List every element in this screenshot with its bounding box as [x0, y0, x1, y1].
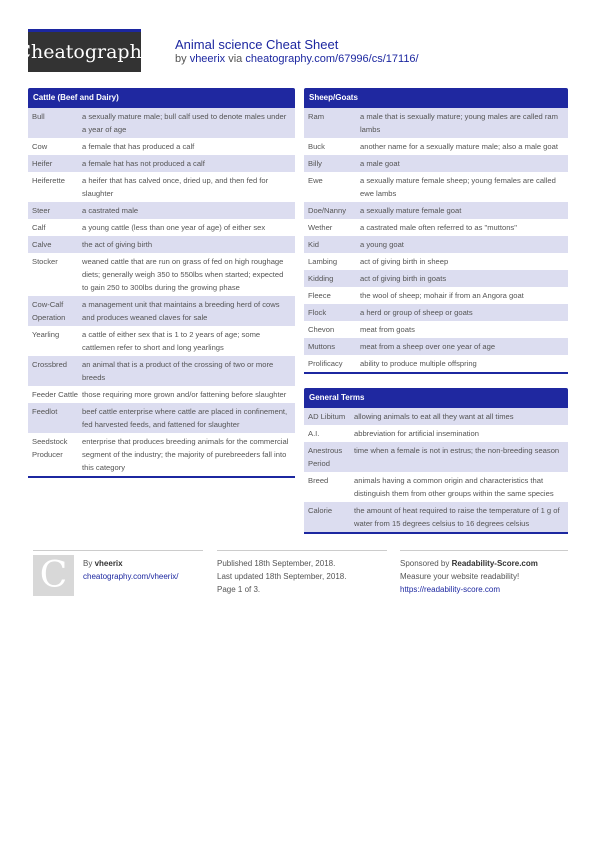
definition: allowing animals to eat all they want at all times [354, 412, 514, 421]
table-row [304, 338, 568, 355]
table-row [28, 326, 295, 356]
definition: another name for a sexually mature male; also a male goat [360, 142, 558, 151]
table-row [28, 403, 295, 433]
term: Buck [308, 142, 325, 151]
table-row [304, 472, 568, 502]
term: Ram [308, 112, 325, 121]
definition: a heifer that has calved once, dried up, and then fed for slaughter [82, 176, 269, 198]
footer-author-name: vheerix [94, 559, 123, 568]
via-label: via [228, 53, 243, 65]
term: Calf [32, 223, 46, 232]
table-row [304, 108, 568, 138]
term: Feeder Cattle [32, 390, 79, 399]
table-row [304, 287, 568, 304]
definition: those requiring more grown and/or fattening before slaughter [82, 390, 287, 399]
definition: a sexually mature male; bull calf used to denote males under a year of age [82, 112, 287, 134]
table-row [304, 502, 568, 532]
term: Crossbred [32, 360, 68, 369]
definition: animals having a common origin and characteristics that distinguish them from other groups within the same species [354, 476, 554, 498]
section-cattle [28, 88, 295, 478]
left-column [28, 88, 295, 478]
definition: act of giving birth in goats [360, 274, 447, 283]
term: Bull [32, 112, 45, 121]
table-row [304, 219, 568, 236]
section-header: General Terms [304, 388, 568, 408]
by-label: by [175, 53, 187, 65]
author-avatar: C [33, 555, 74, 596]
table-row [28, 138, 295, 155]
page-number: Page 1 of 3. [217, 585, 261, 594]
byline [175, 53, 419, 65]
author-link[interactable]: vheerix [189, 53, 226, 65]
term: Ewe [308, 176, 323, 185]
table-row [28, 172, 295, 202]
term: Wether [308, 223, 333, 232]
sponsor-link[interactable]: https://readability-score.com [400, 585, 501, 594]
table-row [28, 236, 295, 253]
sponsor-name: Readability-Score.com [451, 559, 538, 568]
section-general-terms [304, 388, 568, 534]
section-header: Cattle (Beef and Dairy) [28, 88, 295, 108]
definition: the wool of sheep; mohair if from an Angora goat [360, 291, 524, 300]
definition: a castrated male often referred to as "muttons" [360, 223, 517, 232]
table-row [304, 442, 568, 472]
definition: beef cattle enterprise where cattle are placed in confinement, fed harvested feeds, and fattened for slaughter [82, 407, 288, 429]
section-sheep-goats [304, 88, 568, 374]
definition: a female that has produced a calf [82, 142, 195, 151]
table-row [28, 253, 295, 296]
definition: a male goat [360, 159, 400, 168]
definition: a herd or group of sheep or goats [360, 308, 473, 317]
term: Cow [32, 142, 48, 151]
sheet-url-link[interactable]: cheatography.com/67996/cs/17116/ [245, 53, 419, 65]
term: Breed [308, 476, 329, 485]
definition: enterprise that produces breeding animals for the commercial segment of the industry; the majority of purebreeders fall into this category [82, 437, 289, 472]
section-header: Sheep/Goats [304, 88, 568, 108]
updated-date: Last updated 18th September, 2018. [217, 572, 347, 581]
table-row [304, 236, 568, 253]
table-row [28, 386, 295, 403]
table-row [28, 155, 295, 172]
definition: the act of giving birth [82, 240, 153, 249]
table-row [28, 219, 295, 236]
definition: a castrated male [82, 206, 139, 215]
term: Heiferette [32, 176, 65, 185]
footer-author-link[interactable]: cheatography.com/vheerix/ [83, 572, 179, 581]
table-row [304, 202, 568, 219]
page-title: Animal science Cheat Sheet [175, 37, 339, 52]
term: Anestrous Period [308, 446, 343, 468]
footer-by: By [83, 559, 93, 568]
term: Heifer [32, 159, 53, 168]
term: Fleece [308, 291, 331, 300]
cheatography-logo[interactable]: Cheatography [28, 29, 141, 72]
definition: a young goat [360, 240, 404, 249]
table-row [304, 253, 568, 270]
term: A.I. [308, 429, 320, 438]
definition: a young cattle (less than one year of age) of either sex [82, 223, 266, 232]
footer-author [33, 550, 203, 596]
term: Doe/Nanny [308, 206, 346, 215]
definition: meat from a sheep over one year of age [360, 342, 496, 351]
table-row [304, 172, 568, 202]
table-row [304, 304, 568, 321]
term: Cow-Calf Operation [32, 300, 66, 322]
table-row [28, 108, 295, 138]
table-row [304, 138, 568, 155]
table-row [304, 425, 568, 442]
definition: a male that is sexually mature; young males are called ram lambs [360, 112, 558, 134]
term: Kidding [308, 274, 334, 283]
definition: weaned cattle that are run on grass of fed on high roughage diets; generally weigh 350 to 550lbs when started; expected to gain 250 to 300lbs during the growing phase [82, 257, 284, 292]
footer-dates [217, 550, 387, 596]
sponsored-label: Sponsored by [400, 559, 450, 568]
definition: a sexually mature female goat [360, 206, 462, 215]
table-row [304, 408, 568, 425]
term: Muttons [308, 342, 336, 351]
footer-sponsor [400, 550, 568, 596]
term: Feedlot [32, 407, 58, 416]
definition: the amount of heat required to raise the temperature of 1 g of water from 15 degrees celsius to 16 degrees celsius [354, 506, 560, 528]
definition: a sexually mature female sheep; young females are called ewe lambs [360, 176, 556, 198]
term: Billy [308, 159, 322, 168]
table-row [304, 155, 568, 172]
table-row [28, 202, 295, 219]
table-row [28, 296, 295, 326]
term: Steer [32, 206, 51, 215]
table-row [28, 433, 295, 476]
term: Calve [32, 240, 52, 249]
term: Lambing [308, 257, 338, 266]
definition: meat from goats [360, 325, 415, 334]
right-column [304, 88, 568, 534]
definition: an animal that is a product of the crossing of two or more breeds [82, 360, 274, 382]
term: Calorie [308, 506, 333, 515]
term: Flock [308, 308, 327, 317]
term: AD Libitum [308, 412, 346, 421]
sponsor-tagline: Measure your website readability! [400, 572, 520, 581]
definition: a female hat has not produced a calf [82, 159, 205, 168]
table-row [304, 355, 568, 372]
term: Chevon [308, 325, 335, 334]
term: Prolificacy [308, 359, 343, 368]
term: Stocker [32, 257, 58, 266]
term: Kid [308, 240, 319, 249]
table-row [28, 356, 295, 386]
definition: a management unit that maintains a breeding herd of cows and produces weaned claves for sale [82, 300, 280, 322]
definition: act of giving birth in sheep [360, 257, 449, 266]
definition: abbreviation for artificial insemination [354, 429, 479, 438]
definition: a cattle of either sex that is 1 to 2 years of age; some cattlemen refer to short and long yearlings [82, 330, 261, 352]
table-row [304, 270, 568, 287]
definition: ability to produce multiple offspring [360, 359, 477, 368]
term: Seedstock Producer [32, 437, 68, 459]
table-row [304, 321, 568, 338]
term: Yearling [32, 330, 60, 339]
definition: time when a female is not in estrus; the non-breeding season [354, 446, 560, 455]
published-date: Published 18th September, 2018. [217, 559, 336, 568]
